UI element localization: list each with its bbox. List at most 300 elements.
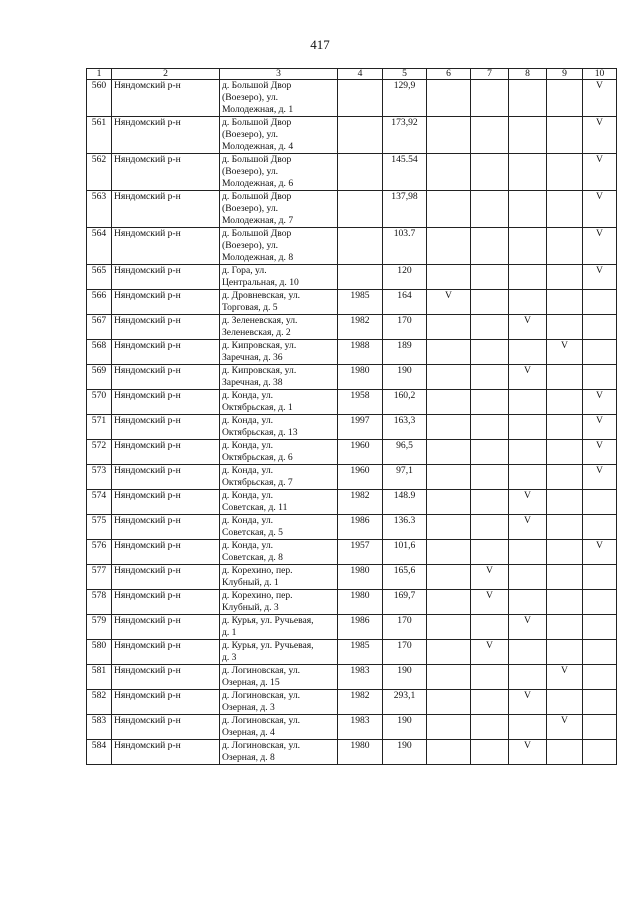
mark-cell [427,415,471,440]
area-cell: 190 [383,365,427,390]
address-line: Молодежная, д. 1 [222,104,294,115]
mark-cell [427,390,471,415]
mark-cell [583,715,617,740]
page-number: 417 [310,37,330,52]
mark-cell [547,228,583,265]
row-number-cell: 563 [87,191,112,228]
table-row [87,740,617,765]
mark-cell: V [471,590,509,615]
address-line: Октябрьская, д. 1 [222,402,293,413]
table-row [87,515,617,540]
mark-cell: V [583,265,617,290]
address-cell [220,740,338,765]
mark-cell [427,465,471,490]
address-line: д. Конда, ул. [222,515,274,526]
address-line: д. 3 [222,652,237,663]
district-cell: Няндомский р-н [112,117,220,154]
address-line: Торговая, д. 5 [222,302,278,313]
address-cell [220,540,338,565]
year-cell: 1960 [338,440,383,465]
table-row [87,690,617,715]
mark-cell [547,515,583,540]
mark-cell [583,615,617,640]
district-cell: Няндомский р-н [112,590,220,615]
area-cell: 97,1 [383,465,427,490]
mark-cell: V [583,191,617,228]
mark-cell [427,540,471,565]
year-cell [338,80,383,117]
column-header: 4 [338,69,383,80]
row-number-cell: 576 [87,540,112,565]
mark-cell [427,715,471,740]
mark-cell [509,665,547,690]
year-cell: 1980 [338,565,383,590]
area-cell: 190 [383,665,427,690]
address-line: д. Корехино, пер. [222,590,293,601]
year-cell: 1980 [338,365,383,390]
mark-cell [583,315,617,340]
mark-cell [547,440,583,465]
year-cell [338,117,383,154]
year-cell [338,228,383,265]
address-line: д. Конда, ул. [222,490,274,501]
row-number-cell: 560 [87,80,112,117]
mark-cell [471,117,509,154]
district-cell: Няндомский р-н [112,290,220,315]
address-line: Советская, д. 11 [222,502,288,513]
mark-cell [547,390,583,415]
address-line: Озерная, д. 3 [222,702,275,713]
table-row [87,715,617,740]
mark-cell [547,80,583,117]
mark-cell [471,415,509,440]
district-cell: Няндомский р-н [112,540,220,565]
address-line: Молодежная, д. 4 [222,141,294,152]
address-line: Заречная, д. 38 [222,377,283,388]
district-cell: Няндомский р-н [112,690,220,715]
address-cell [220,715,338,740]
mark-cell [471,490,509,515]
mark-cell [509,565,547,590]
mark-cell [427,690,471,715]
mark-cell: V [547,340,583,365]
column-header: 2 [112,69,220,80]
mark-cell [547,117,583,154]
address-cell [220,340,338,365]
mark-cell [509,340,547,365]
mark-cell [583,565,617,590]
mark-cell [471,228,509,265]
address-line: д. Конда, ул. [222,465,274,476]
address-line: д. Конда, ул. [222,390,274,401]
mark-cell [427,80,471,117]
row-number-cell: 577 [87,565,112,590]
mark-cell [509,590,547,615]
column-header: 9 [547,69,583,80]
table-row [87,615,617,640]
mark-cell [471,365,509,390]
address-line: Озерная, д. 4 [222,727,275,738]
header-row [87,69,617,80]
mark-cell [427,615,471,640]
address-cell [220,390,338,415]
table-row [87,540,617,565]
area-cell: 189 [383,340,427,365]
mark-cell [509,80,547,117]
mark-cell: V [471,565,509,590]
table-row [87,191,617,228]
year-cell [338,191,383,228]
district-cell: Няндомский р-н [112,415,220,440]
area-cell: 103.7 [383,228,427,265]
mark-cell: V [509,740,547,765]
row-number-cell: 565 [87,265,112,290]
mark-cell: V [583,228,617,265]
mark-cell [547,315,583,340]
area-cell: 129,9 [383,80,427,117]
address-cell [220,615,338,640]
district-cell: Няндомский р-н [112,490,220,515]
mark-cell [547,365,583,390]
column-header: 7 [471,69,509,80]
mark-cell [509,540,547,565]
mark-cell [471,154,509,191]
table-body [87,80,617,765]
district-cell: Няндомский р-н [112,390,220,415]
address-line: Молодежная, д. 7 [222,215,294,226]
mark-cell [427,565,471,590]
address-line: (Воезеро), ул. [222,92,279,103]
mark-cell: V [583,540,617,565]
table-row [87,590,617,615]
area-cell: 173,92 [383,117,427,154]
table-row [87,365,617,390]
table-row [87,665,617,690]
address-cell [220,490,338,515]
row-number-cell: 566 [87,290,112,315]
address-line: Центральная, д. 10 [222,277,299,288]
year-cell: 1980 [338,590,383,615]
address-line: д. 1 [222,627,237,638]
address-line: Клубный, д. 1 [222,577,279,588]
mark-cell: V [583,154,617,191]
area-cell: 293,1 [383,690,427,715]
address-line: Октябрьская, д. 13 [222,427,298,438]
table-row [87,265,617,290]
mark-cell: V [509,365,547,390]
address-cell [220,154,338,191]
address-line: Советская, д. 8 [222,552,283,563]
area-cell: 165,6 [383,565,427,590]
area-cell: 164 [383,290,427,315]
mark-cell [509,640,547,665]
address-line: (Воезеро), ул. [222,203,279,214]
address-line: Молодежная, д. 6 [222,178,294,189]
address-line: Озерная, д. 8 [222,752,275,763]
address-cell [220,590,338,615]
address-cell [220,290,338,315]
area-cell: 96,5 [383,440,427,465]
mark-cell [583,590,617,615]
mark-cell [583,740,617,765]
year-cell: 1997 [338,415,383,440]
mark-cell [509,290,547,315]
table-row [87,154,617,191]
mark-cell [547,690,583,715]
mark-cell [509,154,547,191]
mark-cell [471,315,509,340]
table-header [87,69,617,80]
year-cell: 1958 [338,390,383,415]
mark-cell [509,415,547,440]
table-row [87,340,617,365]
row-number-cell: 562 [87,154,112,191]
table-row [87,465,617,490]
mark-cell: V [509,315,547,340]
year-cell: 1985 [338,290,383,315]
address-line: д. Большой Двор [222,117,292,128]
address-line: д. Зеленевская, ул. [222,315,298,326]
address-line: д. Большой Двор [222,80,292,91]
address-cell [220,690,338,715]
mark-cell [509,440,547,465]
address-line: д. Курья, ул. Ручьевая, [222,640,314,651]
district-cell: Няндомский р-н [112,340,220,365]
address-line: д. Конда, ул. [222,440,274,451]
table-row [87,440,617,465]
table-row [87,117,617,154]
district-cell: Няндомский р-н [112,615,220,640]
mark-cell [471,615,509,640]
mark-cell [583,490,617,515]
row-number-cell: 582 [87,690,112,715]
mark-cell [509,265,547,290]
mark-cell [427,228,471,265]
address-line: Озерная, д. 15 [222,677,280,688]
area-cell: 170 [383,615,427,640]
mark-cell [583,340,617,365]
row-number-cell: 570 [87,390,112,415]
column-header: 1 [87,69,112,80]
address-line: д. Кипровская, ул. [222,340,297,351]
district-cell: Няндомский р-н [112,715,220,740]
column-header: 10 [583,69,617,80]
table-row [87,80,617,117]
mark-cell [427,665,471,690]
year-cell: 1983 [338,715,383,740]
table-row [87,640,617,665]
address-cell [220,265,338,290]
mark-cell [547,290,583,315]
mark-cell [471,540,509,565]
mark-cell: V [583,390,617,415]
address-line: д. Большой Двор [222,154,292,165]
area-cell: 101,6 [383,540,427,565]
mark-cell [471,740,509,765]
address-cell [220,415,338,440]
year-cell: 1982 [338,315,383,340]
mark-cell [583,665,617,690]
area-cell: 160,2 [383,390,427,415]
mark-cell [471,390,509,415]
year-cell: 1980 [338,740,383,765]
address-line: д. Кипровская, ул. [222,365,297,376]
district-cell: Няндомский р-н [112,265,220,290]
address-cell [220,365,338,390]
row-number-cell: 568 [87,340,112,365]
area-cell: 136.3 [383,515,427,540]
row-number-cell: 581 [87,665,112,690]
address-line: (Воезеро), ул. [222,166,279,177]
row-number-cell: 583 [87,715,112,740]
mark-cell: V [471,640,509,665]
mark-cell: V [583,440,617,465]
address-line: д. Дровневская, ул. [222,290,301,301]
mark-cell [547,740,583,765]
mark-cell [547,540,583,565]
address-line: Советская, д. 5 [222,527,283,538]
mark-cell [583,365,617,390]
row-number-cell: 569 [87,365,112,390]
area-cell: 169,7 [383,590,427,615]
area-cell: 145.54 [383,154,427,191]
table-row [87,390,617,415]
district-cell: Няндомский р-н [112,565,220,590]
district-cell: Няндомский р-н [112,365,220,390]
address-cell [220,117,338,154]
mark-cell [509,228,547,265]
mark-cell [583,690,617,715]
area-cell: 163,3 [383,415,427,440]
address-line: Клубный, д. 3 [222,602,279,613]
address-cell [220,640,338,665]
mark-cell: V [583,465,617,490]
address-cell [220,665,338,690]
mark-cell: V [547,715,583,740]
row-number-cell: 578 [87,590,112,615]
district-cell: Няндомский р-н [112,465,220,490]
district-cell: Няндомский р-н [112,191,220,228]
mark-cell [547,490,583,515]
mark-cell: V [583,117,617,154]
mark-cell [427,340,471,365]
year-cell: 1960 [338,465,383,490]
housing-registry-table [86,68,617,765]
mark-cell: V [509,515,547,540]
year-cell: 1983 [338,665,383,690]
address-cell [220,315,338,340]
address-line: Молодежная, д. 8 [222,252,294,263]
mark-cell [547,265,583,290]
column-header: 5 [383,69,427,80]
mark-cell [547,415,583,440]
mark-cell [427,640,471,665]
table-row [87,228,617,265]
mark-cell [427,365,471,390]
row-number-cell: 571 [87,415,112,440]
address-line: д. Курья, ул. Ручьевая, [222,615,314,626]
mark-cell [547,154,583,191]
address-line: д. Логиновская, ул. [222,740,301,751]
mark-cell [427,265,471,290]
address-line: д. Большой Двор [222,228,292,239]
area-cell: 120 [383,265,427,290]
mark-cell [583,290,617,315]
mark-cell: V [509,615,547,640]
year-cell: 1986 [338,615,383,640]
address-cell [220,565,338,590]
mark-cell [547,615,583,640]
district-cell: Няндомский р-н [112,228,220,265]
address-line: Октябрьская, д. 7 [222,477,293,488]
district-cell: Няндомский р-н [112,315,220,340]
address-cell [220,440,338,465]
district-cell: Няндомский р-н [112,80,220,117]
mark-cell [471,440,509,465]
column-header: 6 [427,69,471,80]
district-cell: Няндомский р-н [112,740,220,765]
mark-cell [471,290,509,315]
district-cell: Няндомский р-н [112,640,220,665]
row-number-cell: 580 [87,640,112,665]
address-cell [220,191,338,228]
mark-cell [509,117,547,154]
year-cell: 1986 [338,515,383,540]
row-number-cell: 575 [87,515,112,540]
mark-cell [547,565,583,590]
address-line: д. Большой Двор [222,191,292,202]
row-number-cell: 567 [87,315,112,340]
mark-cell: V [509,490,547,515]
mark-cell [427,515,471,540]
row-number-cell: 572 [87,440,112,465]
area-cell: 137,98 [383,191,427,228]
address-line: д. Гора, ул. [222,265,267,276]
mark-cell [471,265,509,290]
year-cell: 1988 [338,340,383,365]
mark-cell: V [509,690,547,715]
table-row [87,490,617,515]
mark-cell [509,390,547,415]
mark-cell [427,191,471,228]
address-line: д. Конда, ул. [222,540,274,551]
year-cell: 1957 [338,540,383,565]
mark-cell [471,465,509,490]
row-number-cell: 561 [87,117,112,154]
column-header: 8 [509,69,547,80]
row-number-cell: 579 [87,615,112,640]
mark-cell [547,191,583,228]
address-line: д. Корехино, пер. [222,565,293,576]
address-line: д. Логиновская, ул. [222,665,301,676]
mark-cell [427,154,471,191]
address-line: (Воезеро), ул. [222,240,279,251]
row-number-cell: 573 [87,465,112,490]
area-cell: 170 [383,315,427,340]
table-row [87,415,617,440]
mark-cell [547,465,583,490]
mark-cell [471,715,509,740]
row-number-cell: 564 [87,228,112,265]
address-line: д. Конда, ул. [222,415,274,426]
mark-cell [583,640,617,665]
table-row [87,565,617,590]
mark-cell [547,640,583,665]
address-line: д. Логиновская, ул. [222,690,301,701]
district-cell: Няндомский р-н [112,154,220,191]
table-row [87,290,617,315]
mark-cell [509,465,547,490]
